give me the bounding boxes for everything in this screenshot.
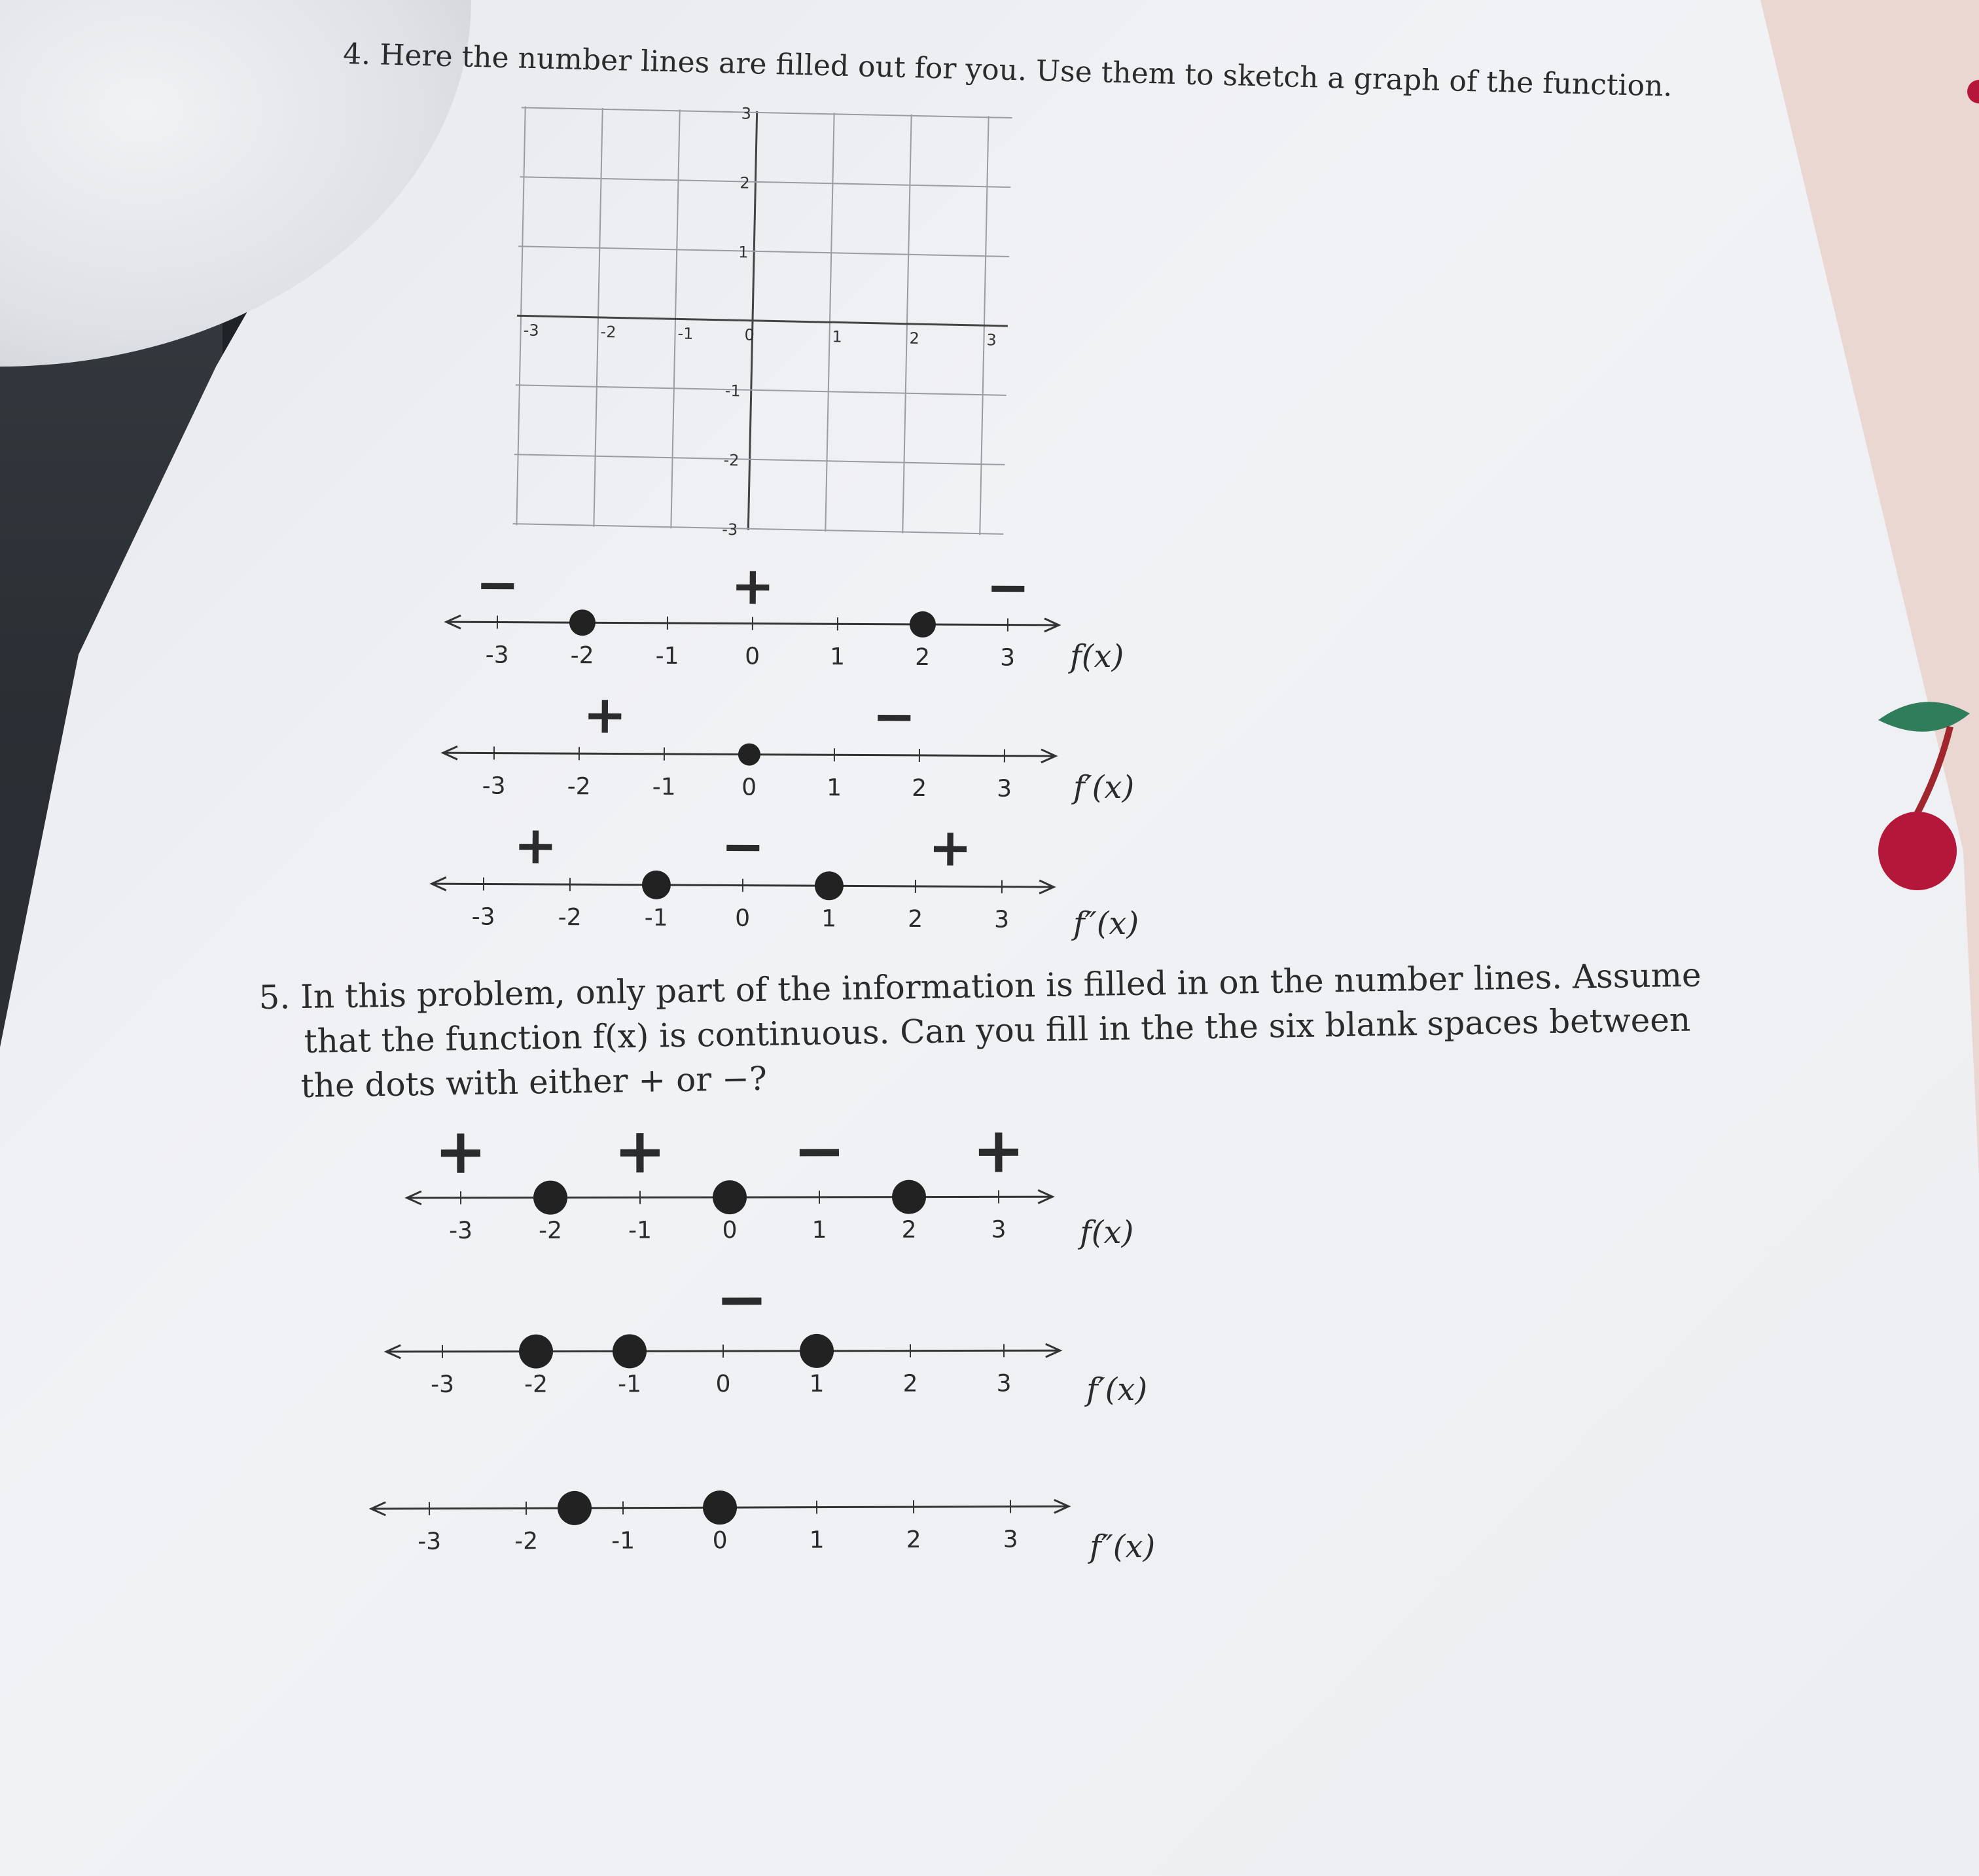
tick-label: -1 <box>644 904 668 931</box>
tick-label: 2 <box>902 1370 918 1398</box>
question-5 <box>259 952 1703 1109</box>
x-axis <box>517 316 1008 326</box>
grid-y-tick-label: -1 <box>724 381 741 401</box>
critical-point-dot <box>713 1180 747 1214</box>
tick-label: 0 <box>715 1371 731 1398</box>
tick-label: 2 <box>908 905 923 933</box>
minus-sign: − <box>793 1113 846 1187</box>
q4-line-1-number-line <box>425 674 1080 821</box>
grid-y-tick-label: -3 <box>722 520 738 539</box>
grid-x-tick-label: 0 <box>744 325 755 344</box>
minus-sign: − <box>986 556 1030 618</box>
tick-label: -2 <box>567 773 591 801</box>
tick-label: 0 <box>735 905 751 932</box>
tick-label: 2 <box>906 1526 921 1554</box>
tick-label: 0 <box>741 774 757 801</box>
plus-sign: + <box>582 684 628 746</box>
critical-point-dot <box>738 744 760 766</box>
q5-line-0-number-line <box>399 1113 1054 1263</box>
tick-label: -3 <box>431 1371 455 1398</box>
critical-point-dot <box>815 871 844 900</box>
tick-label: -2 <box>539 1217 563 1244</box>
grid-y-tick-labels <box>722 104 751 539</box>
grid-x-tick-labels <box>523 321 997 349</box>
cherry-pattern-decoration-top <box>1957 13 1979 105</box>
critical-point-dot <box>800 1334 834 1368</box>
tick-label: 0 <box>722 1217 738 1244</box>
question-5-line-1: In this problem, only part of the information is filled in on the number lines. Assume <box>300 956 1702 1016</box>
grid-x-tick-label: 1 <box>832 327 843 346</box>
critical-point-dot <box>892 1180 926 1214</box>
plus-sign: + <box>928 817 972 878</box>
grid-horizontal-line <box>518 246 1009 257</box>
critical-point-dot <box>613 1334 647 1368</box>
tick-label: -2 <box>524 1371 548 1398</box>
tick-label: 3 <box>996 1370 1012 1398</box>
tick-label: 1 <box>830 643 846 671</box>
grid-x-tick-label: 2 <box>909 329 920 348</box>
critical-point-dot <box>519 1335 553 1369</box>
tick-label: 2 <box>915 643 931 671</box>
q4-line-1-function-label: f′(x) <box>1073 769 1135 806</box>
plus-sign: + <box>613 1114 667 1188</box>
tick-label: -2 <box>514 1528 539 1555</box>
tick-label: -3 <box>485 641 509 669</box>
question-4-text: Here the number lines are filled out for you. Use them to sketch a graph of the function. <box>379 38 1673 103</box>
q4-line-2-function-label: f″(x) <box>1073 905 1139 942</box>
grid-x-tick-label: 3 <box>986 331 997 350</box>
tick-label: 1 <box>821 905 837 933</box>
tick-label: 1 <box>827 774 842 802</box>
tick-label: -1 <box>652 773 676 801</box>
grid-x-tick-label: -2 <box>600 322 616 342</box>
tick-label: 0 <box>745 643 760 670</box>
tick-label: -2 <box>558 904 582 931</box>
grid-horizontal-line <box>522 107 1012 118</box>
plus-sign: + <box>434 1114 488 1188</box>
grid-horizontal-line <box>520 177 1011 187</box>
q5-line-1-number-line <box>386 1262 1041 1417</box>
critical-point-dot <box>703 1490 737 1524</box>
tick-label: 3 <box>1003 1526 1018 1553</box>
question-5-number: 5. <box>259 978 291 1017</box>
critical-point-dot <box>642 871 671 899</box>
plus-sign: + <box>513 814 558 876</box>
tick-label: -3 <box>482 772 506 800</box>
tick-label: -3 <box>449 1217 473 1244</box>
tick-label: 2 <box>912 774 927 803</box>
critical-point-dot <box>558 1491 592 1525</box>
minus-sign: − <box>872 685 917 747</box>
cherry-pattern-decoration <box>1872 674 1979 890</box>
q5-line-1-function-label: f′(x) <box>1086 1371 1148 1408</box>
grid-y-tick-label: 1 <box>738 243 749 262</box>
coordinate-grid <box>493 86 1025 556</box>
plus-sign: + <box>730 555 776 617</box>
tick-label: 1 <box>811 1216 827 1244</box>
critical-point-dot <box>910 611 936 638</box>
q5-line-0-function-label: f(x) <box>1080 1214 1134 1251</box>
grid-y-tick-label: 3 <box>741 104 752 123</box>
grid-lines <box>512 106 1012 535</box>
minus-sign: − <box>475 554 520 615</box>
grid-horizontal-line <box>512 524 1003 534</box>
q4-line-2-number-line <box>418 805 1073 952</box>
question-4-number: 4. <box>342 37 371 72</box>
tick-label: -2 <box>570 642 594 670</box>
tick-label: -3 <box>418 1528 442 1555</box>
tick-label: -1 <box>628 1217 652 1244</box>
grid-x-tick-label: -3 <box>523 321 539 340</box>
tick-label: -3 <box>471 903 495 931</box>
critical-point-dot <box>533 1181 567 1215</box>
q5-line-2-function-label: f″(x) <box>1090 1528 1156 1565</box>
tick-label: -1 <box>618 1371 642 1398</box>
grid-y-tick-label: 2 <box>740 173 750 192</box>
tick-label: -1 <box>611 1527 635 1555</box>
q5-line-2-number-line <box>373 1428 1028 1574</box>
tick-label: 3 <box>991 1216 1007 1244</box>
grid-horizontal-line <box>516 385 1007 395</box>
tick-label: 2 <box>901 1216 917 1244</box>
grid-y-tick-label: -2 <box>723 450 740 470</box>
grid-horizontal-line <box>514 454 1005 465</box>
critical-point-dot <box>569 609 596 636</box>
question-5-line-3: the dots with either + or −? <box>300 1059 768 1106</box>
q4-line-0-number-line <box>431 543 1086 691</box>
tick-label: 3 <box>1000 644 1016 672</box>
tick-label: 1 <box>809 1526 825 1554</box>
plus-sign: + <box>972 1113 1025 1187</box>
tick-label: -1 <box>655 642 679 670</box>
tick-label: 1 <box>809 1370 825 1398</box>
question-5-line-2: that the function f(x) is continuous. Can you fill in the the six blank spaces between <box>304 1000 1691 1060</box>
tick-label: 3 <box>994 906 1010 933</box>
minus-sign: − <box>721 816 766 877</box>
tick-label: 3 <box>997 775 1012 803</box>
minus-sign: − <box>715 1262 768 1337</box>
q4-line-0-function-label: f(x) <box>1070 638 1124 675</box>
tick-label: 0 <box>712 1527 728 1555</box>
grid-x-tick-label: -1 <box>677 324 694 343</box>
